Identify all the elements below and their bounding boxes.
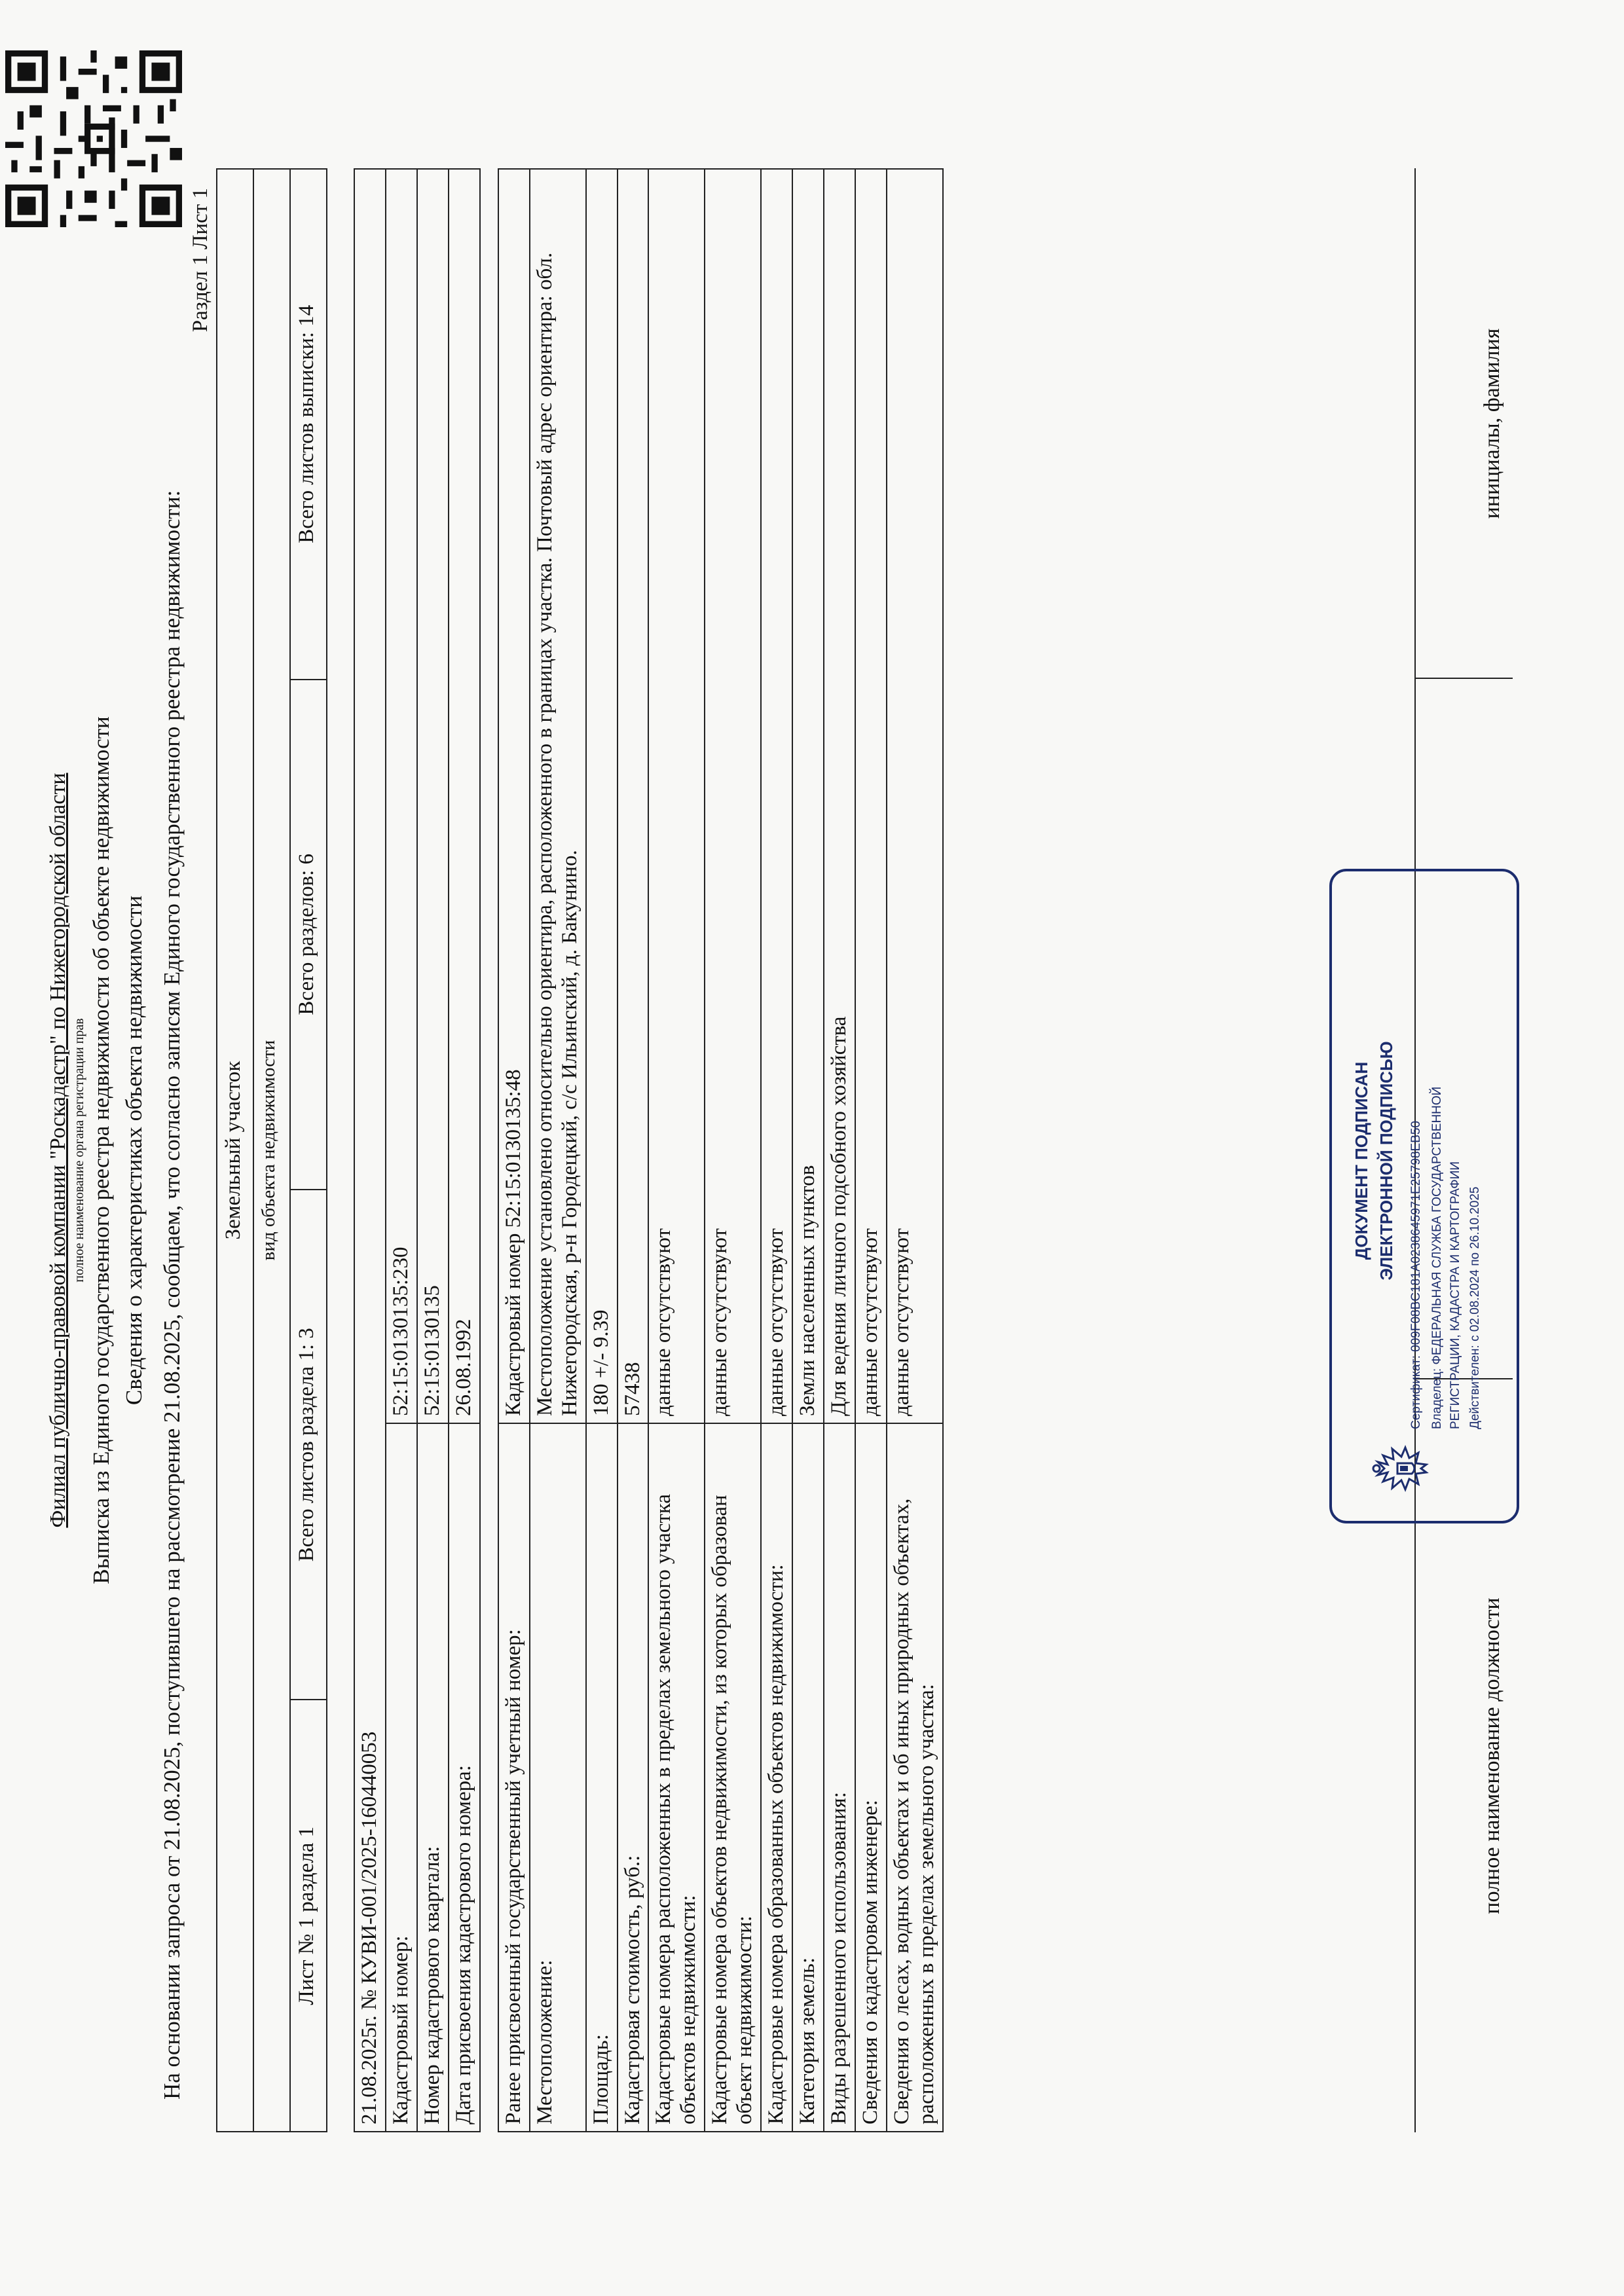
table-row bbox=[618, 169, 649, 2132]
sheets-total: Всего листов выписки: 14 bbox=[290, 169, 327, 680]
row-label: Дата присвоения кадастрового номера: bbox=[449, 1423, 480, 2132]
row-value: данные отсутствуют bbox=[761, 169, 792, 1423]
header-table bbox=[216, 168, 327, 2132]
row-label: Кадастровые номера образованных объектов недвижимости: bbox=[761, 1423, 792, 2132]
row-value: Земли населенных пунктов bbox=[792, 169, 824, 1423]
row-label: Ранее присвоенный государственный учетный номер: bbox=[498, 1423, 530, 2132]
row-value: 52:15:0130135 bbox=[417, 169, 449, 1423]
row-value: данные отсутствуют bbox=[855, 169, 887, 1423]
row-label: Кадастровые номера объектов недвижимости, из которых образован объект недвижимости: bbox=[705, 1423, 761, 2132]
table-row bbox=[855, 169, 887, 2132]
stamp-owner-1: Владелец: ФЕДЕРАЛЬНАЯ СЛУЖБА ГОСУДАРСТВЕННОЙ bbox=[1430, 1086, 1444, 1429]
row-label: Категория земель: bbox=[792, 1423, 824, 2132]
intro-text: На основании запроса от 21.08.2025, поступившего на рассмотрение 21.08.2025, сообщаем, что согласно записям Единого государственного реестра недвижимости: bbox=[159, 490, 185, 2100]
row-label: Сведения о лесах, водных объектах и об иных природных объектах, расположенных в пределах земельного участка: bbox=[887, 1423, 943, 2132]
table-row bbox=[530, 169, 586, 2132]
table-row bbox=[417, 169, 449, 2132]
table-row bbox=[761, 169, 792, 2132]
sheets-in-section: Всего листов раздела 1: 3 bbox=[290, 1190, 327, 1700]
document-subtitle: Сведения о характеристиках объекта недвижимости bbox=[121, 895, 147, 1406]
row-value: 52:15:0130135:230 bbox=[386, 169, 417, 1423]
sheet-number: Лист № 1 раздела 1 bbox=[290, 1700, 327, 2132]
table-row bbox=[648, 169, 705, 2132]
coat-of-arms-icon bbox=[1371, 1436, 1443, 1501]
row-value: Для ведения личного подсобного хозяйства bbox=[824, 169, 855, 1423]
object-type: Земельный участок bbox=[217, 169, 253, 2132]
table-row bbox=[586, 169, 618, 2132]
row-label: Кадастровый номер: bbox=[386, 1423, 417, 2132]
position-caption: полное наименование должности bbox=[1480, 1597, 1504, 1914]
table-row bbox=[824, 169, 855, 2132]
stamp-title-1: ДОКУМЕНТ ПОДПИСАН bbox=[1352, 1061, 1371, 1260]
table-row bbox=[887, 169, 943, 2132]
request-number: 21.08.2025г. № КУВИ-001/2025-160440053 bbox=[354, 169, 386, 2132]
stamp-owner-2: РЕГИСТРАЦИИ, КАДАСТРА И КАРТОГРАФИИ bbox=[1449, 1161, 1462, 1429]
digital-signature-stamp bbox=[1329, 869, 1519, 1523]
object-type-caption: вид объекта недвижимости bbox=[253, 169, 290, 2132]
characteristics-table bbox=[354, 168, 944, 2132]
row-value: Кадастровый номер 52:15:0130135:48 bbox=[498, 169, 530, 1423]
row-value: 57438 bbox=[618, 169, 649, 1423]
section-label: Раздел 1 Лист 1 bbox=[189, 188, 212, 333]
sections-total: Всего разделов: 6 bbox=[290, 680, 327, 1190]
table-row bbox=[498, 169, 530, 2132]
table-row bbox=[792, 169, 824, 2132]
document-title: Выписка из Единого государственного реестра недвижимости об объекте недвижимости bbox=[88, 716, 114, 1584]
table-row bbox=[449, 169, 480, 2132]
row-label: Номер кадастрового квартала: bbox=[417, 1423, 449, 2132]
row-value: данные отсутствуют bbox=[705, 169, 761, 1423]
row-label: Виды разрешенного использования: bbox=[824, 1423, 855, 2132]
organization-name: Филиал публично-правовой компании "Роскадастр" по Нижегородской области bbox=[46, 773, 70, 1528]
row-value: 180 +/- 9.39 bbox=[586, 169, 618, 1423]
stamp-validity: Действителен: с 02.08.2024 по 26.10.2025 bbox=[1468, 1186, 1482, 1429]
organization-caption: полное наименование органа регистрации прав bbox=[72, 1018, 86, 1283]
row-label: Кадастровые номера расположенных в пределах земельного участка объектов недвижимости: bbox=[648, 1423, 705, 2132]
row-label: Площадь: bbox=[586, 1423, 618, 2132]
name-caption: инициалы, фамилия bbox=[1480, 328, 1504, 519]
stamp-title-2: ЭЛЕКТРОННОЙ ПОДПИСЬЮ bbox=[1376, 1041, 1396, 1281]
row-label: Кадастровая стоимость, руб.: bbox=[618, 1423, 649, 2132]
qr-code-icon bbox=[5, 50, 182, 227]
row-value: данные отсутствуют bbox=[648, 169, 705, 1423]
row-value: Местоположение установлено относительно ориентира, расположенного в границах участка. Почтовый адрес ориентира: обл. Нижегородская, р-н Городецкий, с/с Ильинский, д. Бакунино. bbox=[530, 169, 586, 1423]
row-value: 26.08.1992 bbox=[449, 169, 480, 1423]
row-label: Сведения о кадастровом инженере: bbox=[855, 1423, 887, 2132]
stamp-certificate: Сертификат: 009F08BC181A0238645971E25798EB50 bbox=[1409, 1120, 1423, 1429]
table-row bbox=[705, 169, 761, 2132]
table-row bbox=[386, 169, 417, 2132]
row-label: Местоположение: bbox=[530, 1423, 586, 2132]
row-value: данные отсутствуют bbox=[887, 169, 943, 1423]
